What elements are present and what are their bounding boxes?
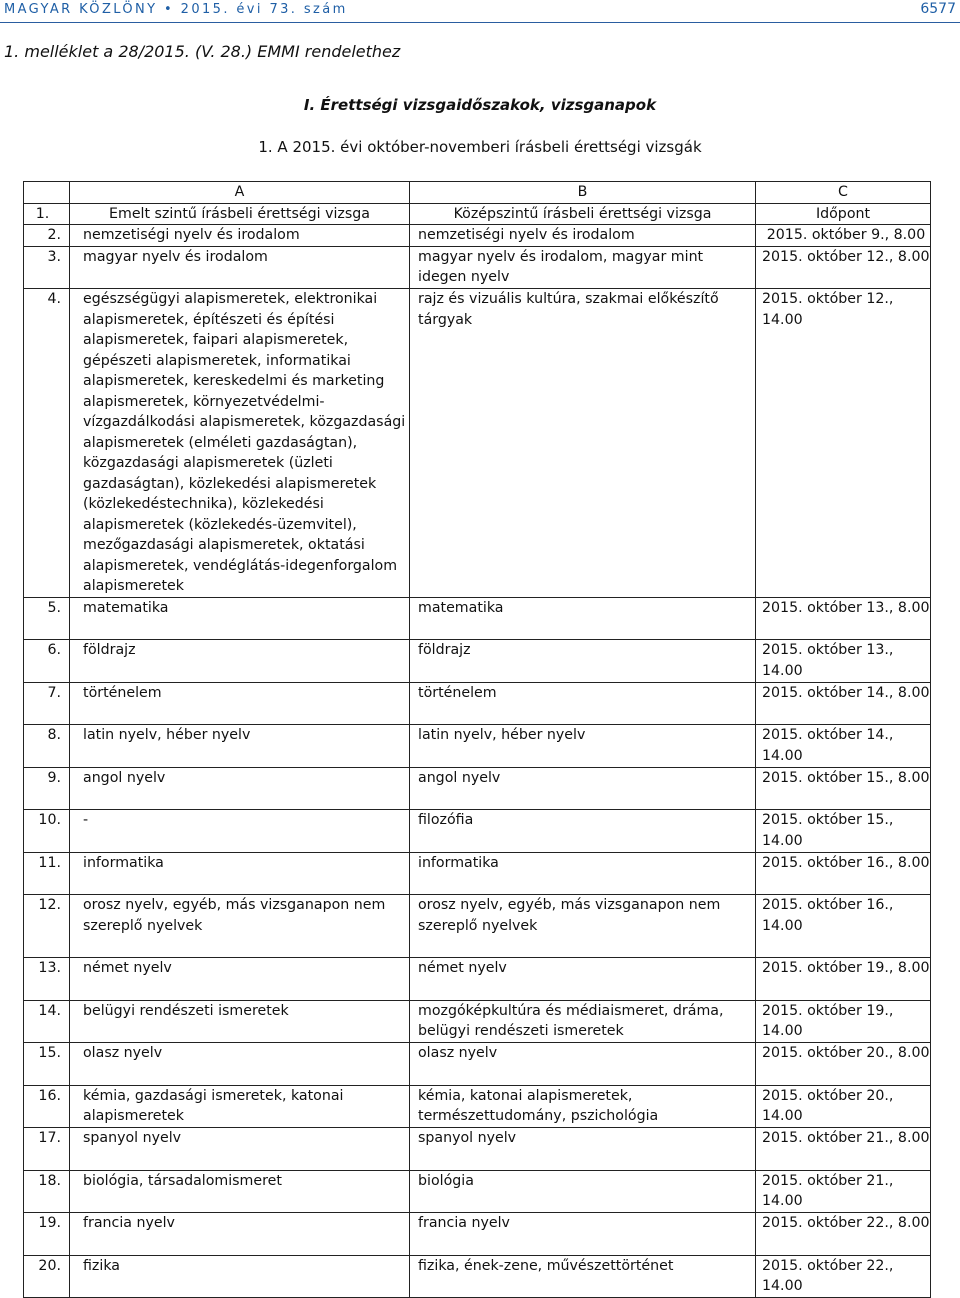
header-date: Időpont — [756, 203, 931, 225]
advanced-subject: informatika — [70, 852, 410, 895]
exam-date: 2015. október 22., 8.00 — [756, 1213, 931, 1256]
intermediate-subject: kémia, katonai alapismeretek, természettudomány, pszichológia — [410, 1085, 756, 1128]
intermediate-subject: történelem — [410, 682, 756, 725]
exam-date: 2015. október 15., 8.00 — [756, 767, 931, 810]
row-number: 18. — [24, 1170, 70, 1213]
empty-corner-cell — [24, 182, 70, 204]
advanced-subject: matematika — [70, 597, 410, 640]
table-row — [24, 682, 931, 725]
intermediate-subject: orosz nyelv, egyéb, más vizsganapon nem szereplő nyelvek — [410, 895, 756, 958]
advanced-subject: latin nyelv, héber nyelv — [70, 725, 410, 768]
intermediate-subject: nemzetiségi nyelv és irodalom — [410, 225, 756, 247]
row-number: 11. — [24, 852, 70, 895]
row-number: 8. — [24, 725, 70, 768]
row-number: 4. — [24, 289, 70, 598]
column-letter: C — [756, 182, 931, 204]
row-number: 16. — [24, 1085, 70, 1128]
exam-date: 2015. október 15., 14.00 — [756, 810, 931, 853]
advanced-subject: spanyol nyelv — [70, 1128, 410, 1171]
intermediate-subject: francia nyelv — [410, 1213, 756, 1256]
intermediate-subject: spanyol nyelv — [410, 1128, 756, 1171]
advanced-subject: földrajz — [70, 640, 410, 683]
intermediate-subject: filozófia — [410, 810, 756, 853]
table-row — [24, 1043, 931, 1086]
running-header — [0, 0, 960, 23]
exam-date: 2015. október 16., 8.00 — [756, 852, 931, 895]
row-number: 14. — [24, 1000, 70, 1043]
header-row — [24, 203, 931, 225]
exam-date: 2015. október 9., 8.00 — [756, 225, 931, 247]
intermediate-subject: földrajz — [410, 640, 756, 683]
page-number: 6577 — [920, 1, 956, 17]
exam-date: 2015. október 13., 14.00 — [756, 640, 931, 683]
intermediate-subject: fizika, ének-zene, művészettörténet — [410, 1255, 756, 1298]
row-number: 6. — [24, 640, 70, 683]
exam-date: 2015. október 14., 8.00 — [756, 682, 931, 725]
row-number: 9. — [24, 767, 70, 810]
journal-title: MAGYAR KÖZLÖNY • 2015. évi 73. szám — [4, 2, 348, 17]
advanced-subject: olasz nyelv — [70, 1043, 410, 1086]
row-number: 15. — [24, 1043, 70, 1086]
intermediate-subject: magyar nyelv és irodalom, magyar mint idegen nyelv — [410, 246, 756, 289]
row-number: 1. — [24, 203, 70, 225]
exam-date: 2015. október 21., 8.00 — [756, 1128, 931, 1171]
table-row — [24, 289, 931, 598]
intermediate-subject: latin nyelv, héber nyelv — [410, 725, 756, 768]
advanced-subject: kémia, gazdasági ismeretek, katonai alapismeretek — [70, 1085, 410, 1128]
exam-date: 2015. október 20., 14.00 — [756, 1085, 931, 1128]
exam-date: 2015. október 12., 8.00 — [756, 246, 931, 289]
advanced-subject: történelem — [70, 682, 410, 725]
table-row — [24, 895, 931, 958]
table-row — [24, 1170, 931, 1213]
row-number: 12. — [24, 895, 70, 958]
row-number: 13. — [24, 958, 70, 1001]
advanced-subject: nemzetiségi nyelv és irodalom — [70, 225, 410, 247]
intermediate-subject: angol nyelv — [410, 767, 756, 810]
column-letter-row — [24, 182, 931, 204]
advanced-subject: biológia, társadalomismeret — [70, 1170, 410, 1213]
exam-date: 2015. október 20., 8.00 — [756, 1043, 931, 1086]
column-letter: B — [410, 182, 756, 204]
header-advanced-level: Emelt szintű írásbeli érettségi vizsga — [70, 203, 410, 225]
row-number: 20. — [24, 1255, 70, 1298]
row-number: 17. — [24, 1128, 70, 1171]
annex-title: 1. melléklet a 28/2015. (V. 28.) EMMI rendelethez — [4, 42, 401, 61]
intermediate-subject: biológia — [410, 1170, 756, 1213]
table-row — [24, 1128, 931, 1171]
intermediate-subject: olasz nyelv — [410, 1043, 756, 1086]
table-row — [24, 1255, 931, 1298]
table-row — [24, 597, 931, 640]
advanced-subject: magyar nyelv és irodalom — [70, 246, 410, 289]
exam-date: 2015. október 16., 14.00 — [756, 895, 931, 958]
advanced-subject: francia nyelv — [70, 1213, 410, 1256]
advanced-subject: angol nyelv — [70, 767, 410, 810]
header-intermediate-level: Középszintű írásbeli érettségi vizsga — [410, 203, 756, 225]
advanced-subject: belügyi rendészeti ismeretek — [70, 1000, 410, 1043]
exam-date: 2015. október 13., 8.00 — [756, 597, 931, 640]
column-letter: A — [70, 182, 410, 204]
exam-date: 2015. október 19., 8.00 — [756, 958, 931, 1001]
intermediate-subject: informatika — [410, 852, 756, 895]
row-number: 7. — [24, 682, 70, 725]
exam-date: 2015. október 19., 14.00 — [756, 1000, 931, 1043]
advanced-subject: fizika — [70, 1255, 410, 1298]
row-number: 3. — [24, 246, 70, 289]
row-number: 10. — [24, 810, 70, 853]
exam-date: 2015. október 21., 14.00 — [756, 1170, 931, 1213]
intermediate-subject: rajz és vizuális kultúra, szakmai előkészítő tárgyak — [410, 289, 756, 598]
advanced-subject: - — [70, 810, 410, 853]
intermediate-subject: mozgóképkultúra és médiaismeret, dráma, belügyi rendészeti ismeretek — [410, 1000, 756, 1043]
table-row — [24, 225, 931, 247]
table-row — [24, 1000, 931, 1043]
table-row — [24, 640, 931, 683]
table-row — [24, 1213, 931, 1256]
intermediate-subject: német nyelv — [410, 958, 756, 1001]
row-number: 2. — [24, 225, 70, 247]
table-row — [24, 246, 931, 289]
table-row — [24, 852, 931, 895]
exam-date: 2015. október 14., 14.00 — [756, 725, 931, 768]
table-row — [24, 1085, 931, 1128]
table-row — [24, 767, 931, 810]
subsection-title: 1. A 2015. évi október-novemberi írásbeli érettségi vizsgák — [258, 138, 702, 156]
table-row — [24, 725, 931, 768]
section-title: I. Érettségi vizsgaidőszakok, vizsganapok — [303, 96, 657, 114]
exam-date: 2015. október 22., 14.00 — [756, 1255, 931, 1298]
row-number: 19. — [24, 1213, 70, 1256]
intermediate-subject: matematika — [410, 597, 756, 640]
row-number: 5. — [24, 597, 70, 640]
table-row — [24, 958, 931, 1001]
advanced-subject: német nyelv — [70, 958, 410, 1001]
exam-schedule-table — [23, 181, 931, 1298]
exam-date: 2015. október 12., 14.00 — [756, 289, 931, 598]
table-row — [24, 810, 931, 853]
advanced-subject: egészségügyi alapismeretek, elektronikai alapismeretek, építészeti és építési alapismeretek, faipari alapismeretek, gépészeti alapismeretek, informatikai alapismeretek, kereskedelmi és marketing alapismeretek, környezetvédelmi- vízgazdálkodási alapismeretek, közgazdasági alapismeretek (elméleti gazdaságtan), közgazdasági alapismeretek (üzleti gazdaságtan), közlekedési alapismeretek (közlekedéstechnika), közlekedési alapismeretek (közlekedés-üzemvitel), mezőgazdasági alapismeretek, oktatási alapismeretek, vendéglátás-idegenforgalom alapismeretek — [70, 289, 410, 598]
advanced-subject: orosz nyelv, egyéb, más vizsganapon nem szereplő nyelvek — [70, 895, 410, 958]
